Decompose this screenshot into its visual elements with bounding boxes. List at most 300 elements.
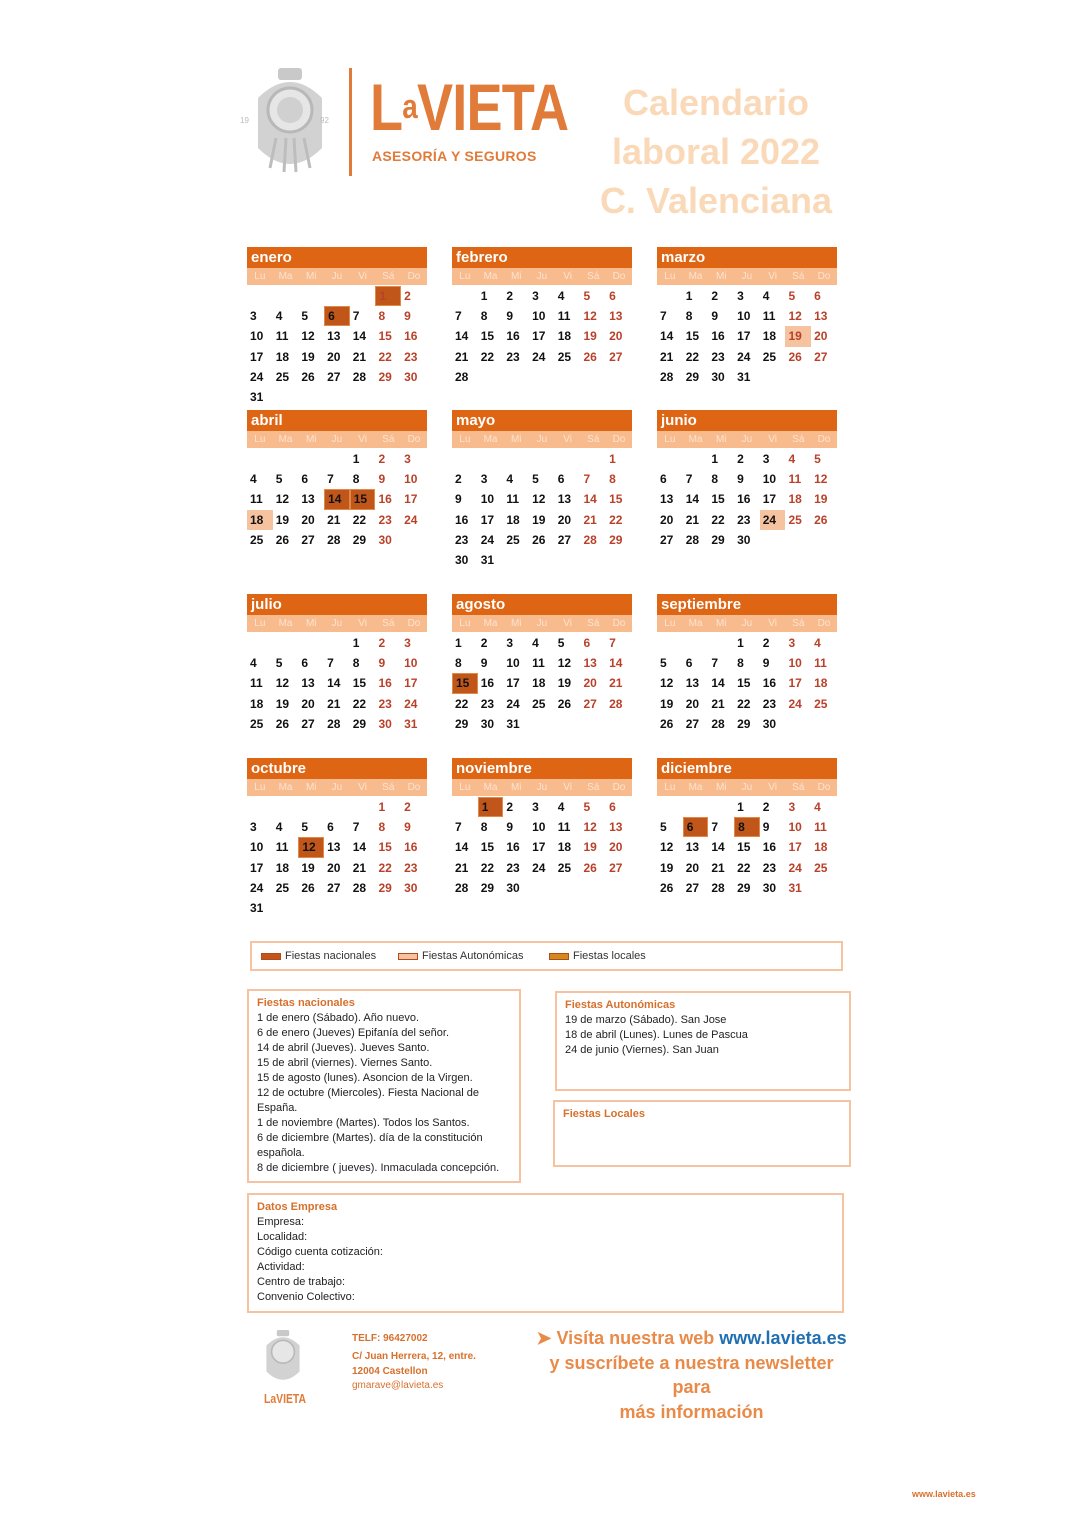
day: 5 — [583, 289, 591, 304]
day: 25 — [506, 532, 520, 547]
day: 15 — [378, 329, 392, 344]
day-name: Do — [612, 271, 626, 282]
day: 6 — [685, 656, 693, 671]
day: 7 — [352, 820, 360, 835]
fiestas-autonomicas-box — [555, 991, 851, 1091]
month-octubre — [247, 758, 427, 918]
day-name: Lu — [459, 434, 471, 445]
day: 19 — [660, 696, 674, 711]
day: 3 — [404, 452, 411, 467]
day: 3 — [404, 636, 411, 651]
day: 16 — [480, 676, 495, 691]
day: 2 — [455, 472, 462, 487]
day-name: Sá — [792, 782, 805, 793]
day: 9 — [480, 656, 488, 671]
days-grid — [247, 633, 427, 734]
day: 1 — [378, 800, 386, 815]
day-name: Vi — [768, 271, 777, 282]
day: 22 — [352, 696, 367, 711]
day-name: Mi — [715, 271, 727, 282]
month-header: noviembre — [452, 758, 632, 779]
day: 8 — [609, 472, 616, 487]
day-name: Do — [817, 271, 831, 282]
day: 20 — [301, 512, 315, 527]
day: 5 — [532, 472, 539, 487]
day: 26 — [532, 532, 546, 547]
day: 23 — [762, 696, 777, 711]
day: 31 — [506, 716, 520, 731]
day: 10 — [404, 656, 418, 671]
address-line: 12004 Castellon — [352, 1366, 428, 1377]
day: 25 — [557, 860, 572, 875]
list-item: 6 de diciembre (Martes). día de la constitución española. — [257, 1132, 483, 1159]
day: 15 — [711, 492, 725, 507]
day: 13 — [583, 656, 597, 671]
day: 3 — [250, 309, 257, 324]
day-name: Mi — [510, 434, 522, 445]
day: 29 — [455, 716, 469, 731]
datos-empresa-box — [247, 1193, 844, 1313]
day: 14 — [685, 492, 700, 507]
day: 13 — [609, 820, 623, 835]
holiday-day: 6 — [683, 817, 709, 837]
month-header: febrero — [452, 247, 632, 268]
day-name: Ju — [741, 618, 753, 629]
day: 22 — [737, 860, 751, 875]
day: 13 — [660, 492, 674, 507]
day: 20 — [301, 696, 315, 711]
year-right: 92 — [320, 116, 329, 125]
day-name: Mi — [715, 782, 727, 793]
day: 12 — [814, 472, 828, 487]
day-name: Do — [817, 434, 831, 445]
day: 19 — [814, 492, 828, 507]
day: 8 — [737, 656, 744, 671]
day: 11 — [762, 309, 776, 324]
day: 6 — [583, 636, 591, 651]
day: 25 — [532, 696, 546, 711]
day: 24 — [250, 369, 264, 384]
day-name: Sá — [587, 618, 600, 629]
day: 16 — [506, 329, 520, 344]
day-name: Vi — [563, 782, 572, 793]
day: 29 — [480, 880, 495, 895]
day: 16 — [455, 512, 469, 527]
day: 9 — [711, 309, 719, 324]
day: 4 — [557, 289, 565, 304]
day: 8 — [455, 656, 462, 671]
box-title: Datos Empresa — [257, 1201, 338, 1213]
day-names-row — [247, 615, 427, 632]
day: 15 — [480, 329, 495, 344]
email-link[interactable]: gmarave@lavieta.es — [352, 1380, 444, 1391]
day: 14 — [327, 676, 341, 691]
day: 30 — [762, 716, 777, 731]
year-left: 19 — [240, 116, 249, 125]
website-link[interactable]: www.lavieta.es — [719, 1328, 847, 1348]
day-name: Do — [407, 618, 421, 629]
day-name: Do — [407, 271, 421, 282]
list-item: 1 de enero (Sábado). Año nuevo. — [257, 1012, 420, 1024]
day-name: Sá — [792, 434, 805, 445]
day: 23 — [455, 532, 469, 547]
day: 7 — [609, 636, 616, 651]
day: 13 — [301, 492, 315, 507]
day: 22 — [378, 860, 392, 875]
day: 19 — [301, 860, 315, 875]
list-item: Empresa: — [257, 1216, 305, 1228]
day: 8 — [378, 820, 386, 835]
day: 30 — [737, 532, 751, 547]
day: 19 — [660, 860, 674, 875]
day: 3 — [250, 820, 257, 835]
legend — [250, 941, 843, 971]
day: 26 — [301, 880, 315, 895]
list-item: 15 de agosto (lunes). Asoncion de la Virgen. — [257, 1072, 473, 1084]
day: 10 — [250, 840, 264, 855]
day: 20 — [327, 349, 341, 364]
day: 2 — [762, 800, 770, 815]
day: 25 — [557, 349, 572, 364]
day: 21 — [455, 860, 469, 875]
day: 10 — [788, 656, 802, 671]
month-septiembre — [657, 594, 837, 734]
day: 4 — [275, 820, 283, 835]
day: 9 — [506, 820, 514, 835]
day: 11 — [814, 656, 827, 671]
day: 25 — [788, 512, 802, 527]
day: 27 — [327, 369, 341, 384]
day: 30 — [711, 369, 725, 384]
day: 20 — [583, 676, 597, 691]
day: 21 — [327, 512, 341, 527]
promo-line: y suscríbete a nuestra newsletter para — [549, 1352, 834, 1397]
day: 26 — [275, 532, 290, 547]
day-name: Ma — [688, 782, 703, 793]
day: 11 — [532, 656, 545, 671]
day-names-row — [452, 431, 632, 448]
day: 26 — [557, 696, 572, 711]
day-name: Mi — [510, 271, 522, 282]
days-grid — [657, 633, 837, 734]
day: 5 — [583, 800, 591, 815]
day-name: Ju — [331, 782, 343, 793]
day: 5 — [814, 452, 821, 467]
list-item: 18 de abril (Lunes). Lunes de Pascua — [565, 1029, 748, 1041]
day: 27 — [301, 716, 315, 731]
day: 2 — [711, 289, 719, 304]
day: 17 — [762, 492, 777, 507]
month-header: septiembre — [657, 594, 837, 615]
day: 31 — [480, 553, 495, 568]
day: 24 — [480, 532, 495, 547]
day: 21 — [609, 676, 623, 691]
day: 1 — [737, 800, 744, 815]
day: 2 — [506, 289, 514, 304]
day-name: Ma — [278, 434, 293, 445]
day: 24 — [737, 349, 751, 364]
day-names-row — [657, 615, 837, 632]
day: 9 — [404, 820, 411, 835]
day: 7 — [327, 472, 334, 487]
fiestas-locales-box — [553, 1100, 851, 1167]
page-title: Calendario laboral 2022 C. Valenciana — [599, 82, 833, 221]
day: 3 — [762, 452, 770, 467]
day: 27 — [609, 349, 623, 364]
day: 1 — [737, 636, 744, 651]
day-name: Lu — [254, 271, 266, 282]
day: 29 — [737, 880, 751, 895]
day: 17 — [532, 840, 546, 855]
day: 18 — [275, 349, 290, 364]
day: 30 — [762, 880, 777, 895]
list-item: 6 de enero (Jueves) Epifanía del señor. — [257, 1027, 450, 1039]
day-name: Do — [612, 782, 626, 793]
day: 17 — [250, 860, 264, 875]
footer-url[interactable]: www.lavieta.es — [912, 1489, 976, 1499]
day: 8 — [480, 820, 488, 835]
day-name: Do — [612, 434, 626, 445]
day: 30 — [480, 716, 495, 731]
legend-nacionales: Fiestas nacionales — [285, 950, 377, 962]
day: 14 — [455, 329, 469, 344]
day-names-row — [452, 615, 632, 632]
list-item: 8 de diciembre ( jueves). Inmaculada concepción. — [257, 1162, 500, 1174]
day-name: Ju — [741, 271, 753, 282]
day: 18 — [814, 840, 828, 855]
day-name: Lu — [254, 618, 266, 629]
day: 19 — [583, 840, 597, 855]
day-name: Vi — [768, 434, 777, 445]
day: 28 — [352, 369, 367, 384]
day: 18 — [250, 696, 264, 711]
list-item: Actividad: — [257, 1261, 305, 1273]
day-name: Mi — [305, 618, 317, 629]
day: 11 — [275, 840, 289, 855]
day: 4 — [275, 309, 283, 324]
month-noviembre — [452, 758, 632, 898]
day: 19 — [532, 512, 546, 527]
day: 16 — [506, 840, 520, 855]
day: 28 — [660, 369, 674, 384]
day: 4 — [814, 800, 821, 815]
month-header: marzo — [657, 247, 837, 268]
day-name: Vi — [768, 618, 777, 629]
day: 20 — [685, 860, 700, 875]
day: 14 — [711, 676, 725, 691]
day: 16 — [378, 492, 392, 507]
day: 16 — [737, 492, 751, 507]
month-diciembre — [657, 758, 837, 898]
day: 16 — [404, 840, 418, 855]
month-header: julio — [247, 594, 427, 615]
day: 5 — [788, 289, 796, 304]
day: 28 — [583, 532, 597, 547]
day: 21 — [352, 349, 367, 364]
day: 11 — [250, 676, 263, 691]
day-name: Sá — [382, 618, 395, 629]
day: 2 — [480, 636, 488, 651]
day: 23 — [378, 696, 392, 711]
day: 5 — [660, 820, 667, 835]
list-item: 19 de marzo (Sábado). San Jose — [565, 1014, 727, 1026]
day-names-row — [657, 779, 837, 796]
days-grid — [452, 449, 632, 570]
day: 25 — [250, 532, 264, 547]
day: 10 — [737, 309, 751, 324]
day: 2 — [762, 636, 770, 651]
day-name: Lu — [459, 782, 471, 793]
day: 1 — [455, 636, 462, 651]
day-name: Ju — [741, 434, 753, 445]
footer-logo: LaVIETA — [264, 1391, 306, 1406]
day: 18 — [557, 840, 572, 855]
day: 12 — [275, 676, 290, 691]
day: 8 — [685, 309, 693, 324]
day-name: Vi — [563, 618, 572, 629]
day: 26 — [275, 716, 290, 731]
nacional-swatch-icon — [261, 953, 281, 960]
day: 13 — [609, 309, 623, 324]
day: 24 — [788, 860, 802, 875]
holiday-day: 14 — [324, 489, 350, 509]
day: 18 — [275, 860, 290, 875]
day: 21 — [583, 512, 597, 527]
holiday-day: 1 — [478, 797, 504, 817]
day: 16 — [762, 840, 777, 855]
day: 23 — [404, 860, 418, 875]
day: 30 — [378, 532, 392, 547]
day: 18 — [788, 492, 802, 507]
day: 30 — [455, 553, 469, 568]
day-name: Ma — [688, 618, 703, 629]
day: 15 — [378, 840, 392, 855]
day: 14 — [455, 840, 469, 855]
box-title: Fiestas nacionales — [257, 997, 355, 1009]
day: 24 — [532, 349, 546, 364]
day-name: Ju — [536, 782, 548, 793]
day: 5 — [660, 656, 667, 671]
month-mayo — [452, 410, 632, 570]
day-name: Mi — [305, 271, 317, 282]
day: 20 — [660, 512, 674, 527]
day-name: Vi — [768, 782, 777, 793]
day: 25 — [814, 696, 828, 711]
day: 27 — [583, 696, 597, 711]
promo-text — [530, 1326, 853, 1424]
day: 26 — [660, 716, 674, 731]
day: 26 — [788, 349, 802, 364]
day: 27 — [685, 716, 700, 731]
day-name: Ju — [331, 434, 343, 445]
day: 10 — [532, 309, 546, 324]
local-swatch-icon — [549, 953, 569, 960]
day-name: Ma — [483, 271, 498, 282]
month-header: mayo — [452, 410, 632, 431]
day: 18 — [506, 512, 520, 527]
day: 13 — [557, 492, 572, 507]
day-name: Do — [407, 782, 421, 793]
day: 15 — [609, 492, 623, 507]
day-name: Ma — [688, 434, 703, 445]
day: 12 — [788, 309, 802, 324]
day: 20 — [327, 860, 341, 875]
day: 27 — [814, 349, 828, 364]
day-name: Sá — [382, 434, 395, 445]
holiday-day: 12 — [298, 837, 324, 857]
day: 15 — [480, 840, 495, 855]
day: 12 — [301, 329, 315, 344]
day: 24 — [506, 696, 520, 711]
day: 16 — [762, 676, 777, 691]
day: 1 — [711, 452, 719, 467]
day: 28 — [327, 532, 341, 547]
brand-subtitle: ASESORÍA Y SEGUROS — [372, 148, 537, 164]
day: 9 — [378, 656, 386, 671]
day: 27 — [301, 532, 315, 547]
day: 10 — [788, 820, 802, 835]
day: 15 — [737, 840, 751, 855]
day-name: Mi — [715, 618, 727, 629]
day: 14 — [660, 329, 674, 344]
day: 5 — [275, 472, 283, 487]
day: 24 — [532, 860, 546, 875]
day: 12 — [557, 656, 572, 671]
day: 23 — [762, 860, 777, 875]
day: 17 — [737, 329, 751, 344]
holiday-day: 6 — [324, 306, 350, 326]
day: 7 — [327, 656, 334, 671]
day: 6 — [609, 289, 616, 304]
day: 19 — [557, 676, 572, 691]
day-name: Lu — [664, 782, 676, 793]
day: 31 — [788, 880, 802, 895]
day-name: Ju — [536, 618, 548, 629]
day: 3 — [532, 289, 539, 304]
day: 24 — [404, 696, 418, 711]
day: 9 — [506, 309, 514, 324]
day-name: Ma — [278, 271, 293, 282]
day: 2 — [404, 289, 411, 304]
day: 28 — [455, 369, 469, 384]
day-name: Sá — [382, 271, 395, 282]
days-grid — [247, 449, 427, 550]
day-name: Vi — [358, 782, 367, 793]
day: 9 — [404, 309, 411, 324]
day: 29 — [378, 880, 392, 895]
day: 18 — [814, 676, 828, 691]
day: 7 — [711, 820, 719, 835]
day: 11 — [506, 492, 520, 507]
day: 29 — [352, 532, 367, 547]
holiday-day: 15 — [452, 673, 478, 693]
month-junio — [657, 410, 837, 550]
day: 15 — [352, 676, 367, 691]
month-abril — [247, 410, 427, 550]
day: 26 — [660, 880, 674, 895]
day: 1 — [685, 289, 693, 304]
day: 29 — [352, 716, 367, 731]
day: 8 — [480, 309, 488, 324]
day: 20 — [685, 696, 700, 711]
day: 15 — [685, 329, 700, 344]
day: 7 — [455, 309, 462, 324]
day: 16 — [378, 676, 392, 691]
day: 23 — [506, 349, 520, 364]
day: 12 — [660, 676, 674, 691]
day: 16 — [404, 329, 418, 344]
list-item: 1 de noviembre (Martes). Todos los Santos. — [257, 1117, 470, 1129]
